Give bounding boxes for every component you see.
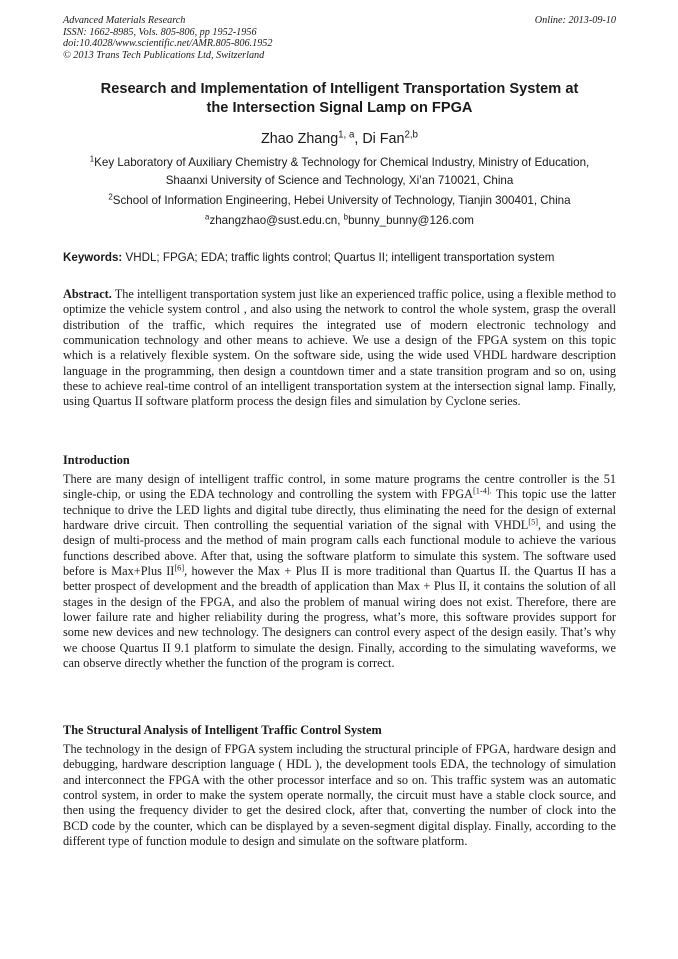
copyright-line: © 2013 Trans Tech Publications Ltd, Switzerland (63, 49, 265, 61)
email-b-superscript: b (343, 212, 349, 222)
journal-name: Advanced Materials Research (63, 15, 186, 26)
keywords-label: Keywords: (63, 251, 123, 264)
abstract-text: The intelligent transportation system just like an experienced traffic police, using a flexible method to optimize the vehicle system control , and also using the network to control the whole system, grasp the overall distribution of the traffic, which requires the integrated use of modern electronic technology and communication technology and other means to achieve. We use a design of the FPGA system on this topic which is a relatively flexible system. On the software side, using the wide used VHDL hardware description language in the programming, then design a countdown timer and a state transition program and so on, using these to achieve real-time control of an intelligent transportation system at the intersection signal lamp. Finally, using Quartus II software platform process the design files and simulation by Cyclone series. (63, 287, 616, 409)
affiliation-1-line-2: Shaanxi University of Science and Technology, Xi’an 710021, China (165, 173, 514, 187)
intro-text-4: , however the Max + Plus II is more traditional than Quartus II. the Quartus II has a better prospect of development and the breadth of application than Max + Plus II, it contains the solution of all stages in the design of the FPGA, and also the problem of manual wiring does not exist. Therefore, there are lower failure rate and higher reliability during the progress, what’s more, this software provides support for some new devices and new technology. The designers can control every aspect of the design easily. That’s why we choose Quartus II 9.1 platform to simulate the design. Finally, according to the simulating waveforms, we can observe directly whether the function of the program is correct. (63, 564, 617, 671)
issn-line: ISSN: 1662-8985, Vols. 805-806, pp 1952-1956 (63, 26, 257, 38)
affiliation-2-text: School of Information Engineering, Hebei University of Technology, Tianjin 300401, China (112, 194, 571, 207)
abstract (63, 287, 616, 410)
citation-5: [5] (528, 517, 539, 527)
author-2-name: Di Fan (362, 131, 405, 147)
keywords-text: VHDL; FPGA; EDA; traffic lights control; Quartus II; intelligent transportation system (122, 251, 555, 264)
author-1-superscript: 1, a (338, 129, 355, 141)
introduction-paragraph (63, 472, 616, 671)
intro-text-2: This topic use the latter technique to drive the LED lights and digital tube directly, thus eliminating the need for the design of external hardware drive circuit. Then controlling the sequential variation of the signal with VHDL (63, 487, 617, 533)
intro-text-1: There are many design of intelligent traffic control, in some mature programs the centre controller is the 51 single-chip, or using the EDA technology and controlling the system with FPGA (63, 472, 616, 502)
author-emails (63, 212, 616, 230)
email-a-superscript: a (205, 212, 210, 222)
section-heading-structural-analysis: The Structural Analysis of Intelligent Traffic Control System (63, 723, 382, 737)
affiliation-1-line-1: Key Laboratory of Auxiliary Chemistry & Technology for Chemical Industry, Ministry of Education, (94, 156, 590, 169)
title-line-2: the Intersection Signal Lamp on FPGA (206, 100, 473, 116)
citation-1-4: [1-4]. (472, 486, 492, 496)
online-date: Online: 2013-09-10 (534, 15, 616, 26)
affiliation-2-superscript: 2 (108, 192, 113, 202)
intro-text-3: , and using the design of multi-process and the method of main program calls each functional module to achieve the various functions described above. After that, using the software platform to simulate this system. The software used before is Max+Plus II (63, 518, 616, 579)
section-heading-introduction: Introduction (63, 453, 130, 467)
author-1-name: Zhao Zhang (261, 131, 339, 147)
journal-metadata (63, 15, 616, 61)
email-a: zhangzhao@sust.edu.cn, (209, 214, 344, 227)
author-2-superscript: 2,b (404, 129, 418, 141)
paper-title (63, 80, 616, 118)
affiliation-1-superscript: 1 (89, 154, 95, 164)
keywords (63, 250, 616, 266)
author-separator: , (354, 131, 363, 147)
structural-analysis-paragraph: The technology in the design of FPGA system including the structural principle of FPGA, hardware design and debugging, hardware description language ( HDL ), the development tools EDA, the technology of simulation and interconnect the FPGA with the other processor interface and so on. This traffic system was an automatic control system, in order to make the system operate normally, the circuit must have a stable clock source, and then using the frequency divider to get the desired clock, after that, converting the number of clock into the BCD code by the counter, which can be displayed by a seven-segment digital display. Finally, according to the different type of function module to design and simulate on the software platform. (63, 742, 616, 849)
email-b: bunny_bunny@126.com (348, 214, 474, 227)
abstract-label: Abstract. (63, 287, 112, 301)
affiliation-2 (63, 192, 616, 210)
author-list (63, 130, 616, 148)
title-line-1: Research and Implementation of Intelligent Transportation System at (100, 81, 579, 97)
affiliation-1 (63, 154, 616, 189)
citation-6: [6] (174, 563, 185, 573)
doi-line: doi:10.4028/www.scientific.net/AMR.805-806.1952 (63, 38, 273, 50)
